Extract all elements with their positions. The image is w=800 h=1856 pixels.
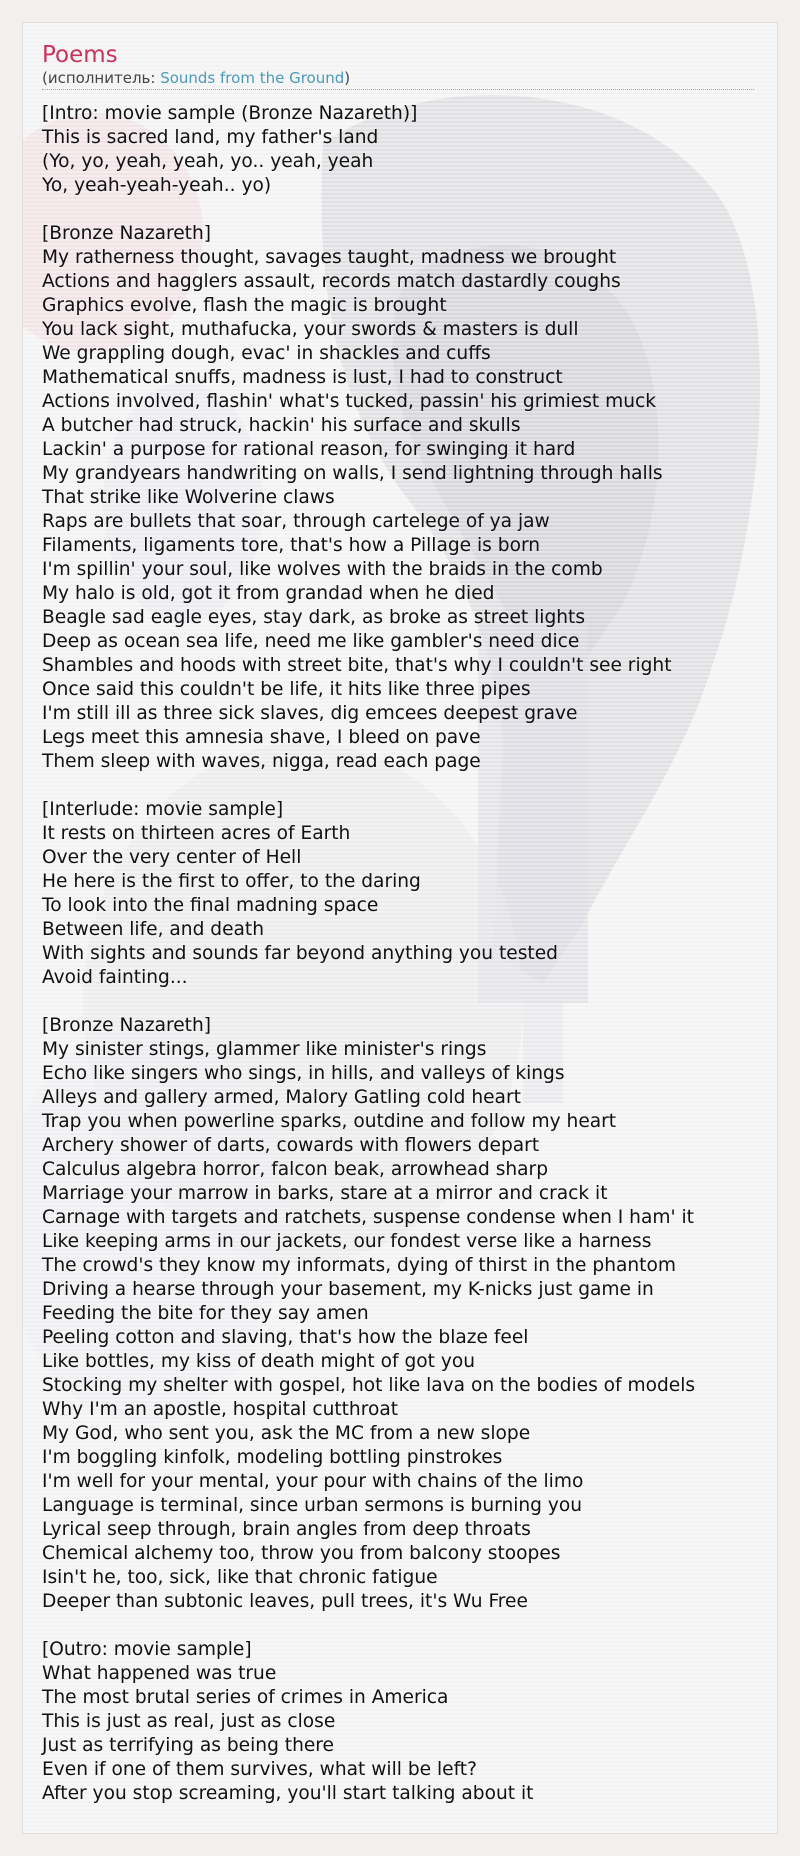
- lyric-line: We grappling dough, evac' in shackles and cuffs: [42, 343, 491, 364]
- lyric-line: [Bronze Nazareth]: [42, 1015, 211, 1036]
- lyric-line: This is sacred land, my father's land: [42, 127, 379, 148]
- lyric-line: I'm well for your mental, your pour with chains of the limo: [42, 1471, 584, 1492]
- lyric-line: [Interlude: movie sample]: [42, 799, 284, 820]
- lyric-line: Marriage your marrow in barks, stare at a mirror and crack it: [42, 1183, 608, 1204]
- performer-prefix: (исполнитель:: [42, 69, 161, 87]
- lyric-line: Why I'm an apostle, hospital cutthroat: [42, 1399, 399, 1420]
- lyric-line: What happened was true: [42, 1663, 277, 1684]
- lyric-line: After you stop screaming, you'll start talking about it: [42, 1783, 534, 1804]
- lyric-line: Feeding the bite for they say amen: [42, 1303, 369, 1324]
- lyrics-stanza: [42, 1014, 754, 1614]
- page-title: Poems: [42, 42, 118, 68]
- lyric-line: Carnage with targets and ratchets, suspense condense when I ham' it: [42, 1207, 694, 1228]
- lyric-line: Yo, yeah-yeah-yeah.. yo): [42, 175, 272, 196]
- lyric-line: Avoid fainting...: [42, 967, 188, 988]
- lyric-line: I'm boggling kinfolk, modeling bottling pinstrokes: [42, 1447, 503, 1468]
- lyric-line: Actions and hagglers assault, records match dastardly coughs: [42, 271, 621, 292]
- lyric-line: Graphics evolve, flash the magic is brought: [42, 295, 447, 316]
- lyric-line: Deep as ocean sea life, need me like gambler's need dice: [42, 631, 580, 652]
- lyric-line: Driving a hearse through your basement, my K-nicks just game in: [42, 1279, 654, 1300]
- lyric-line: A butcher had struck, hackin' his surface and skulls: [42, 415, 521, 436]
- lyric-line: Them sleep with waves, nigga, read each page: [42, 751, 481, 772]
- lyric-line: Stocking my shelter with gospel, hot like lava on the bodies of models: [42, 1375, 696, 1396]
- lyric-line: Echo like singers who sings, in hills, and valleys of kings: [42, 1063, 565, 1084]
- lyric-line: My sinister stings, glammer like minister's rings: [42, 1039, 487, 1060]
- lyric-line: Lyrical seep through, brain angles from deep throats: [42, 1519, 531, 1540]
- lyric-line: My ratherness thought, savages taught, madness we brought: [42, 247, 617, 268]
- lyrics-stanza: [42, 1638, 754, 1806]
- lyrics-stanza: [42, 222, 754, 774]
- lyric-line: Shambles and hoods with street bite, that's why I couldn't see right: [42, 655, 672, 676]
- lyric-line: Actions involved, flashin' what's tucked, passin' his grimiest muck: [42, 391, 656, 412]
- lyric-line: My grandyears handwriting on walls, I send lightning through halls: [42, 463, 663, 484]
- lyric-line: I'm spillin' your soul, like wolves with the braids in the comb: [42, 559, 603, 580]
- lyric-line: The crowd's they know my informats, dying of thirst in the phantom: [42, 1255, 676, 1276]
- lyric-line: Even if one of them survives, what will be left?: [42, 1759, 477, 1780]
- lyric-line: He here is the first to offer, to the daring: [42, 871, 421, 892]
- lyrics-stanza: [42, 798, 754, 990]
- performer-line: [42, 69, 754, 90]
- lyrics-content: [42, 41, 754, 1806]
- lyric-line: Chemical alchemy too, throw you from balcony stoopes: [42, 1543, 561, 1564]
- lyric-line: Like bottles, my kiss of death might of got you: [42, 1351, 475, 1372]
- lyric-line: My God, who sent you, ask the MC from a new slope: [42, 1423, 531, 1444]
- lyric-line: To look into the final madning space: [42, 895, 379, 916]
- lyric-line: The most brutal series of crimes in America: [42, 1687, 449, 1708]
- lyric-line: I'm still ill as three sick slaves, dig emcees deepest grave: [42, 703, 578, 724]
- lyric-line: Filaments, ligaments tore, that's how a Pillage is born: [42, 535, 541, 556]
- lyric-line: Language is terminal, since urban sermons is burning you: [42, 1495, 583, 1516]
- lyric-line: Like keeping arms in our jackets, our fondest verse like a harness: [42, 1231, 652, 1252]
- lyrics-card: [22, 22, 778, 1834]
- lyric-line: [Bronze Nazareth]: [42, 223, 211, 244]
- lyric-line: Trap you when powerline sparks, outdine and follow my heart: [42, 1111, 617, 1132]
- lyric-line: Just as terrifying as being there: [42, 1735, 334, 1756]
- lyrics-stanza: [42, 102, 754, 198]
- lyric-line: Archery shower of darts, cowards with flowers depart: [42, 1135, 540, 1156]
- lyric-line: Legs meet this amnesia shave, I bleed on pave: [42, 727, 481, 748]
- lyric-line: Over the very center of Hell: [42, 847, 302, 868]
- lyric-line: Calculus algebra horror, falcon beak, arrowhead sharp: [42, 1159, 549, 1180]
- lyric-line: It rests on thirteen acres of Earth: [42, 823, 351, 844]
- lyric-line: Mathematical snuffs, madness is lust, I had to construct: [42, 367, 563, 388]
- lyric-line: Alleys and gallery armed, Malory Gatling cold heart: [42, 1087, 521, 1108]
- lyric-line: (Yo, yo, yeah, yeah, yo.. yeah, yeah: [42, 151, 374, 172]
- lyric-line: [Intro: movie sample (Bronze Nazareth)]: [42, 103, 418, 124]
- lyric-line: That strike like Wolverine claws: [42, 487, 335, 508]
- lyric-line: [Outro: movie sample]: [42, 1639, 252, 1660]
- lyric-line: Peeling cotton and slaving, that's how the blaze feel: [42, 1327, 529, 1348]
- performer-suffix: ): [344, 69, 351, 87]
- lyrics-body: [42, 102, 754, 1806]
- lyric-line: Between life, and death: [42, 919, 265, 940]
- lyric-line: Isin't he, too, sick, like that chronic fatigue: [42, 1567, 438, 1588]
- lyric-line: Beagle sad eagle eyes, stay dark, as broke as street lights: [42, 607, 586, 628]
- lyric-line: My halo is old, got it from grandad when he died: [42, 583, 495, 604]
- lyric-line: Once said this couldn't be life, it hits like three pipes: [42, 679, 531, 700]
- lyric-line: Raps are bullets that soar, through cartelege of ya jaw: [42, 511, 550, 532]
- lyric-line: Lackin' a purpose for rational reason, for swinging it hard: [42, 439, 576, 460]
- lyric-line: This is just as real, just as close: [42, 1711, 336, 1732]
- lyric-line: With sights and sounds far beyond anything you tested: [42, 943, 558, 964]
- lyric-line: Deeper than subtonic leaves, pull trees, it's Wu Free: [42, 1591, 528, 1612]
- lyric-line: You lack sight, muthafucka, your swords & masters is dull: [42, 319, 579, 340]
- artist-link[interactable]: Sounds from the Ground: [160, 69, 345, 87]
